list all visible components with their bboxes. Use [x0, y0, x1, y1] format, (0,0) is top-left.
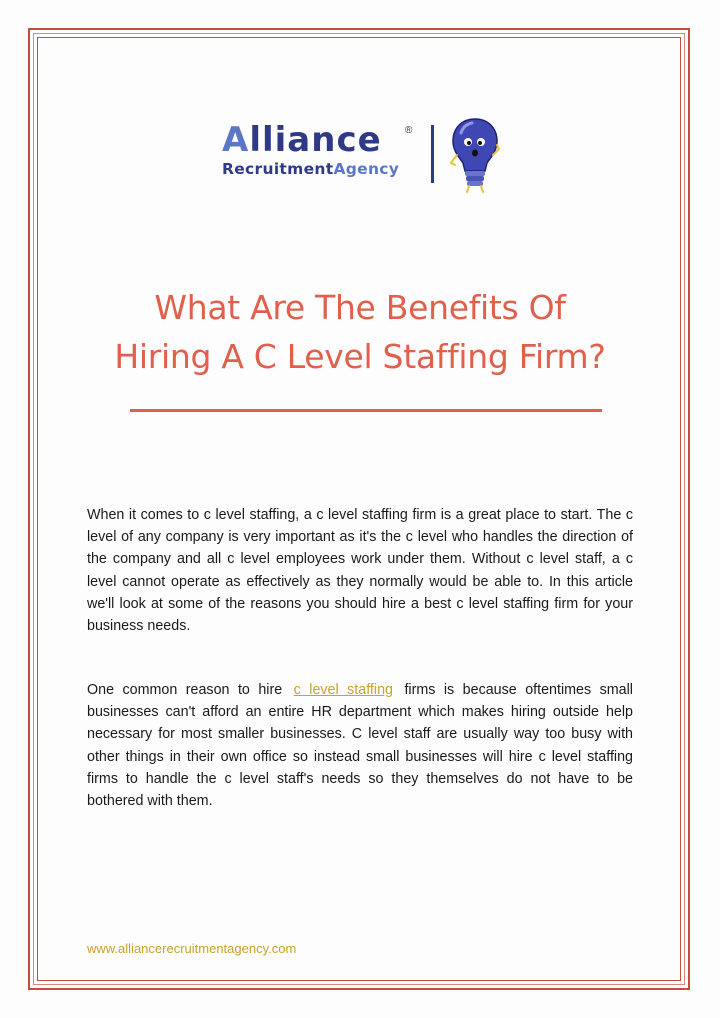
paragraph-reason: [87, 679, 633, 812]
logo-word-alliance: [222, 120, 382, 160]
paragraph-reason-rest: firms is because oftentimes small businesses can't afford an entire HR department which makes hiring outside help necessary for most smaller businesses. C level staff are usually way too busy with other things in their own office so instead small businesses will hire c level staffing firms to handle the c level staff's needs so they themselves do not have to be bothered with them.: [87, 682, 633, 810]
title-line-1: What Are The Benefits Of: [154, 288, 566, 327]
logo-letters-lliance: lliance: [249, 120, 382, 160]
footer-website-link[interactable]: www.alliancerecruitmentagency.com: [87, 941, 297, 956]
company-logo: [222, 115, 512, 195]
logo-word-recruitment-agency: [222, 160, 399, 178]
paragraph-intro: When it comes to c level staffing, a c level staffing firm is a great place to start. The c level of any company is very important as it's the c level who handles the direction of the company and all c level employees work under them. Without c level staff, a c level cannot operate as effectively as they normally would be able to. In this article we'll look at some of the reasons you should hire a best c level staffing firm for your business needs.: [87, 507, 633, 635]
logo-word-agency: Agency: [333, 160, 400, 178]
paragraph-reason-start: One common reason to hire: [87, 682, 283, 698]
logo-divider: [431, 125, 434, 183]
title-line-2: Hiring A C Level Staffing Firm?: [114, 337, 606, 376]
title-underline: [130, 409, 602, 412]
page-title: [60, 283, 660, 381]
lightbulb-mascot-icon: [447, 115, 503, 193]
logo-word-recruitment: Recruitment: [222, 160, 334, 178]
registered-mark: ®: [405, 125, 413, 136]
c-level-staffing-link[interactable]: c level staffing: [293, 682, 393, 698]
logo-letter-a: A: [222, 120, 250, 160]
